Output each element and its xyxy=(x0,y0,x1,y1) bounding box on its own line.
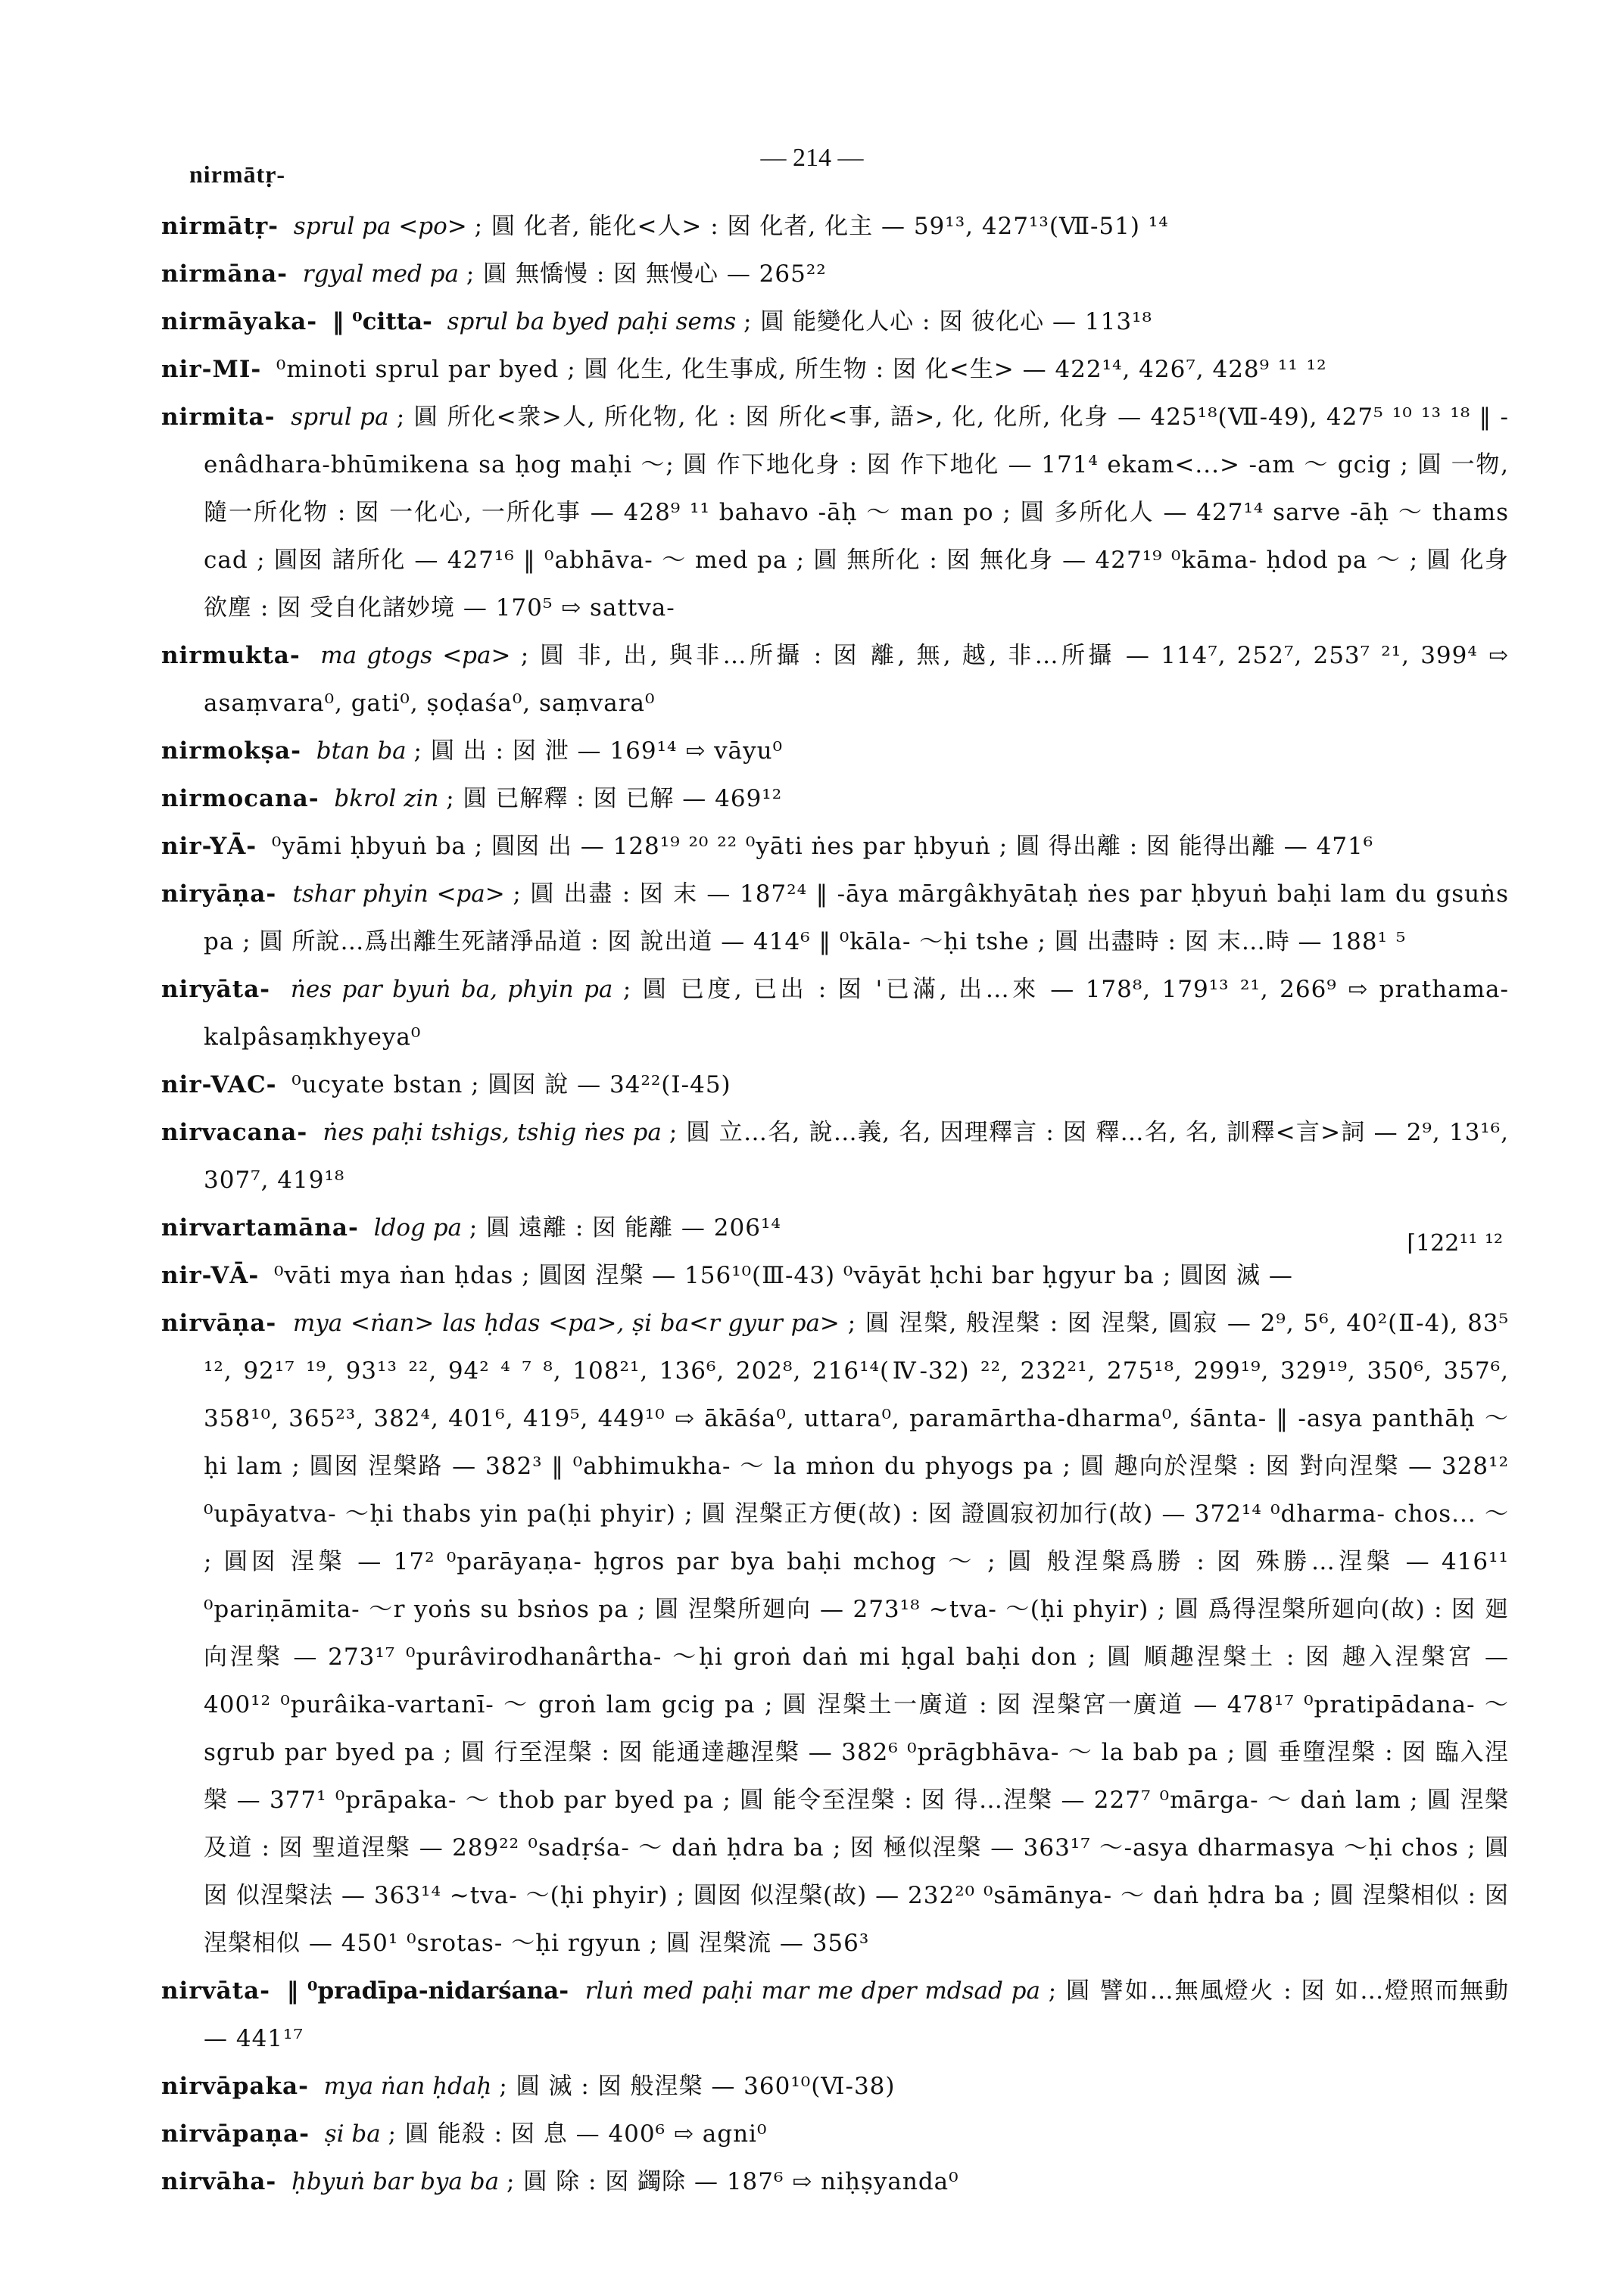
tibetan-equivalent: ṅes par byuṅ ba, phyin pa xyxy=(290,976,613,1003)
entry-body: ; 圓 遠離 : 囡 能離 — 206¹⁴ xyxy=(469,1214,781,1242)
entry-body: ⁰yāmi ḥbyuṅ ba ; 圓囡 出 — 128¹⁹ ²⁰ ²² ⁰yāti ṅes par ḥbyuṅ ; 圓 得出離 : 囡 能得出離 — 471⁶ xyxy=(271,833,1374,860)
headword: nir-YĀ- xyxy=(161,833,257,860)
entry-nirvata xyxy=(161,1967,1509,2063)
entry-nirvaha xyxy=(161,2158,1509,2206)
margin-note: ⌈122¹¹ ¹² xyxy=(1407,1230,1503,1257)
tibetan-equivalent: bkrol zin xyxy=(334,785,439,812)
tibetan-equivalent: ldog pa xyxy=(373,1214,463,1242)
headword: niryāṇa- xyxy=(161,880,277,908)
entry-body: ; 圓 譬如…無風燈火 : 囡 如…燈照而無動 — 441¹⁷ xyxy=(204,1977,1509,2052)
entry-body: ; 圓 能殺 : 囡 息 — 400⁶ ⇨ agni⁰ xyxy=(388,2120,768,2148)
entry-nirmita xyxy=(161,394,1509,632)
entry-body: ⁰vāti mya ṅan ḥdas ; 圓囡 涅槃 — 156¹⁰(Ⅲ-43) ⁰vāyāt ḥchi bar ḥgyur ba ; 圓囡 滅 — xyxy=(273,1262,1293,1289)
entry-nirvartamana xyxy=(161,1204,1509,1252)
entry-body: ; 圓 涅槃, 般涅槃 : 囡 涅槃, 圓寂 — 2⁹, 5⁶, 40²(Ⅱ-4), 83⁵ ¹², 92¹⁷ ¹⁹, 93¹³ ²², 94² ⁴ ⁷ ⁸, 108²¹, 136⁶, 202⁸, 216¹⁴(Ⅳ-32) ²², 232²¹, 275¹⁸, 299¹⁹, 329¹⁹, 350⁶, 357⁶, 358¹⁰, 365²³, 382⁴, 401⁶, 419⁵, 449¹⁰ ⇨ ākāśa⁰, uttara⁰, paramārtha-dharma⁰, śānta- ‖ -asya panthāḥ ～ḥi lam ; 圓囡 涅槃路 — 382³ ‖ ⁰abhimukha- ～ la mṅon du phyogs pa ; 圓 趣向於涅槃 : 囡 對向涅槃 — 328¹² ⁰upāyatva- ～ḥi thabs yin pa(ḥi phyir) ; 圓 涅槃正方便(故) : 囡 證圓寂初加行(故) — 372¹⁴ ⁰dharma- chos... ～ ; 圓囡 涅槃 — 17² ⁰parāyaṇa- ḥgros par bya baḥi mchog ～ ; 圓 般涅槃爲勝 : 囡 殊勝…涅槃 — 416¹¹ ⁰pariṇāmita- ～r yoṅs su bsṅos pa ; 圓 涅槃所廻向 — 273¹⁸ ~tva- ～(ḥi phyir) ; 圓 爲得涅槃所廻向(故) : 囡 廻向涅槃 — 273¹⁷ ⁰purâvirodhanârtha- ～ḥi groṅ daṅ mi ḥgal baḥi don ; 圓 順趣涅槃土 : 囡 趣入涅槃宮 — 400¹² ⁰purâika-vartanī- ～ groṅ lam gcig pa ; 圓 涅槃土一廣道 : 囡 涅槃宮一廣道 — 478¹⁷ ⁰pratipādana- ～ sgrub par byed pa ; 圓 行至涅槃 : 囡 能通達趣涅槃 — 382⁶ ⁰prāgbhāva- ～ la bab pa ; 圓 垂墮涅槃 : 囡 臨入涅槃 — 377¹ ⁰prāpaka- ～ thob par byed pa ; 圓 能令至涅槃 : 囡 得…涅槃 — 227⁷ ⁰mārga- ～ daṅ lam ; 圓 涅槃及道 : 囡 聖道涅槃 — 289²² ⁰sadṛśa- ～ daṅ ḥdra ba ; 囡 極似涅槃 — 363¹⁷ ～-asya dharmasya ～ḥi chos ; 圓囡 似涅槃法 — 363¹⁴ ~tva- ～(ḥi phyir) ; 圓囡 似涅槃(故) — 232²⁰ ⁰sāmānya- ～ daṅ ḥdra ba ; 圓 涅槃相似 : 囡 涅槃相似 — 450¹ ⁰srotas- ～ḥi rgyun ; 圓 涅槃流 — 356³ xyxy=(204,1310,1509,1957)
entry-body: ; 圓 除 : 囡 蠲除 — 187⁶ ⇨ niḥṣyanda⁰ xyxy=(506,2168,959,2195)
entry-nirvacana xyxy=(161,1109,1509,1204)
tibetan-equivalent: ṅes paḥi tshigs, tshig ṅes pa xyxy=(323,1119,662,1146)
entry-body: ⁰minoti sprul par byed ; 圓 化生, 化生事成, 所生物 : 囡 化<生> — 422¹⁴, 426⁷, 428⁹ ¹¹ ¹² xyxy=(276,356,1327,383)
entry-body: ; 圓 非, 出, 與非…所攝 : 囡 離, 無, 越, 非…所攝 — 114⁷, 252⁷, 253⁷ ²¹, 399⁴ ⇨ asaṃvara⁰, gati⁰, ṣoḍaśa⁰, saṃvara⁰ xyxy=(204,642,1509,717)
entry-nirvapaka xyxy=(161,2063,1509,2111)
tibetan-equivalent: sprul pa xyxy=(291,403,389,431)
entry-body: ; 圓 化者, 能化<人> : 囡 化者, 化主 — 59¹³, 427¹³(Ⅶ-51) ¹⁴ xyxy=(474,213,1169,240)
entry-nirmukta xyxy=(161,632,1509,727)
tibetan-equivalent: sprul pa <po> xyxy=(293,213,467,240)
compound-form: ‖ ⁰citta- xyxy=(332,308,432,335)
entry-body: ; 圓 能變化人心 : 囡 彼化心 — 113¹⁸ xyxy=(743,308,1152,335)
entry-niryata xyxy=(161,966,1509,1061)
headword: nirmāyaka- xyxy=(161,308,318,335)
tibetan-equivalent: rgyal med pa xyxy=(302,260,459,288)
entry-body: ; 圓 滅 : 囡 般涅槃 — 360¹⁰(Ⅵ-38) xyxy=(499,2073,896,2100)
headword: nirvāṇa- xyxy=(161,1310,277,1337)
tibetan-equivalent: sprul ba byed paḥi sems xyxy=(447,308,737,335)
headword: nirmocana- xyxy=(161,785,320,812)
tibetan-equivalent: tshar phyin <pa> xyxy=(292,880,505,908)
entry-nirmoksa xyxy=(161,727,1509,775)
tibetan-equivalent: btan ba xyxy=(316,737,407,765)
entry-body: ⁰ucyate bstan ; 圓囡 說 — 34²²(Ⅰ-45) xyxy=(291,1071,731,1098)
entry-nir-mi xyxy=(161,346,1509,394)
headword: nirmukta- xyxy=(161,642,301,669)
headword: nirmāna- xyxy=(161,260,288,288)
headword: niryāta- xyxy=(161,976,271,1003)
tibetan-equivalent: ṣi ba xyxy=(324,2120,381,2148)
entry-nir-ya xyxy=(161,823,1509,871)
entry-nirvapana xyxy=(161,2111,1509,2158)
headword: nirvacana- xyxy=(161,1119,308,1146)
entry-nirmana xyxy=(161,251,1509,298)
compound-form: ‖ ⁰pradīpa-nidarśana- xyxy=(286,1977,569,2005)
tibetan-equivalent: mya <ṅan> las ḥdas <pa>, ṣi ba<r gyur pa> xyxy=(292,1310,840,1337)
headword: nirvāha- xyxy=(161,2168,277,2195)
entry-nir-va xyxy=(161,1252,1509,1300)
entry-nir-vac xyxy=(161,1061,1509,1109)
entry-nirvana xyxy=(161,1300,1509,1967)
headword: nirvartamāna- xyxy=(161,1214,359,1242)
headword: nir-VĀ- xyxy=(161,1262,260,1289)
headword: nirmita- xyxy=(161,403,276,431)
headword: nirvāpaka- xyxy=(161,2073,309,2100)
entry-body: ; 圓 已解釋 : 囡 已解 — 469¹² xyxy=(446,785,783,812)
tibetan-equivalent: mya ṅan ḥdaḥ xyxy=(323,2073,492,2100)
entry-nirmayaka xyxy=(161,298,1509,346)
entry-body: ; 圓 出 : 囡 泄 — 169¹⁴ ⇨ vāyu⁰ xyxy=(413,737,784,765)
entry-body: ; 圓 立…名, 說…義, 名, 因理釋言 : 囡 釋…名, 名, 訓釋<言>詞 — 2⁹, 13¹⁶, 307⁷, 419¹⁸ xyxy=(204,1119,1510,1194)
headword: nirmokṣa- xyxy=(161,737,302,765)
tibetan-equivalent: ma gtogs <pa> xyxy=(320,642,511,669)
entry-nirmatr xyxy=(161,203,1509,251)
tibetan-equivalent: ḥbyuṅ bar bya ba xyxy=(291,2168,500,2195)
headword: nirvāpaṇa- xyxy=(161,2120,310,2148)
running-head: nirmātṛ- xyxy=(189,160,286,188)
headword: nirvāta- xyxy=(161,1977,271,2005)
tibetan-equivalent: rluṅ med paḥi mar me dper mdsad pa xyxy=(584,1977,1040,2005)
page-number: — 214 — xyxy=(760,144,864,172)
entry-body: ; 圓 出盡 : 囡 末 — 187²⁴ ‖ -āya mārgâkhyātaḥ ṅes par ḥbyuṅ baḥi lam du gsuṅs pa ; 圓 所說…爲出離生死諸淨品道 : 囡 說出道 — 414⁶ ‖ ⁰kāla- ～ḥi tshe ; 圓 出盡時 : 囡 末…時 — 188¹ ⁵ xyxy=(204,880,1510,955)
headword: nirmātṛ- xyxy=(161,213,279,240)
entry-body: ; 圓 無憍慢 : 囡 無慢心 — 265²² xyxy=(466,260,827,288)
entry-nirmocana xyxy=(161,775,1509,823)
entry-body: ; 圓 已度, 已出 : 囡 '已滿, 出…來 — 178⁸, 179¹³ ²¹, 266⁹ ⇨ prathama-kalpâsaṃkhyeya⁰ xyxy=(204,976,1509,1051)
entry-niryana xyxy=(161,871,1509,966)
headword: nir-VAC- xyxy=(161,1071,277,1098)
entry-body: ; 圓 所化<衆>人, 所化物, 化 : 囡 所化<事, 語>, 化, 化所, 化身 — 425¹⁸(Ⅶ-49), 427⁵ ¹⁰ ¹³ ¹⁸ ‖ -enâdhara-bhūmikena sa ḥog maḥi ～; 圓 作下地化身 : 囡 作下地化 — 171⁴ ekam<...> -am ～ gcig ; 圓 一物, 隨一所化物 : 囡 一化心, 一所化事 — 428⁹ ¹¹ bahavo -āḥ ～ man po ; 圓 多所化人 — 427¹⁴ sarve -āḥ ～ thams cad ; 圓囡 諸所化 — 427¹⁶ ‖ ⁰abhāva- ～ med pa ; 圓 無所化 : 囡 無化身 — 427¹⁹ ⁰kāma- ḥdod pa ～ ; 圓 化身欲塵 : 囡 受自化諸妙境 — 170⁵ ⇨ sattva- xyxy=(204,403,1509,622)
entry-list xyxy=(161,203,1509,2206)
headword: nir-MI- xyxy=(161,356,262,383)
